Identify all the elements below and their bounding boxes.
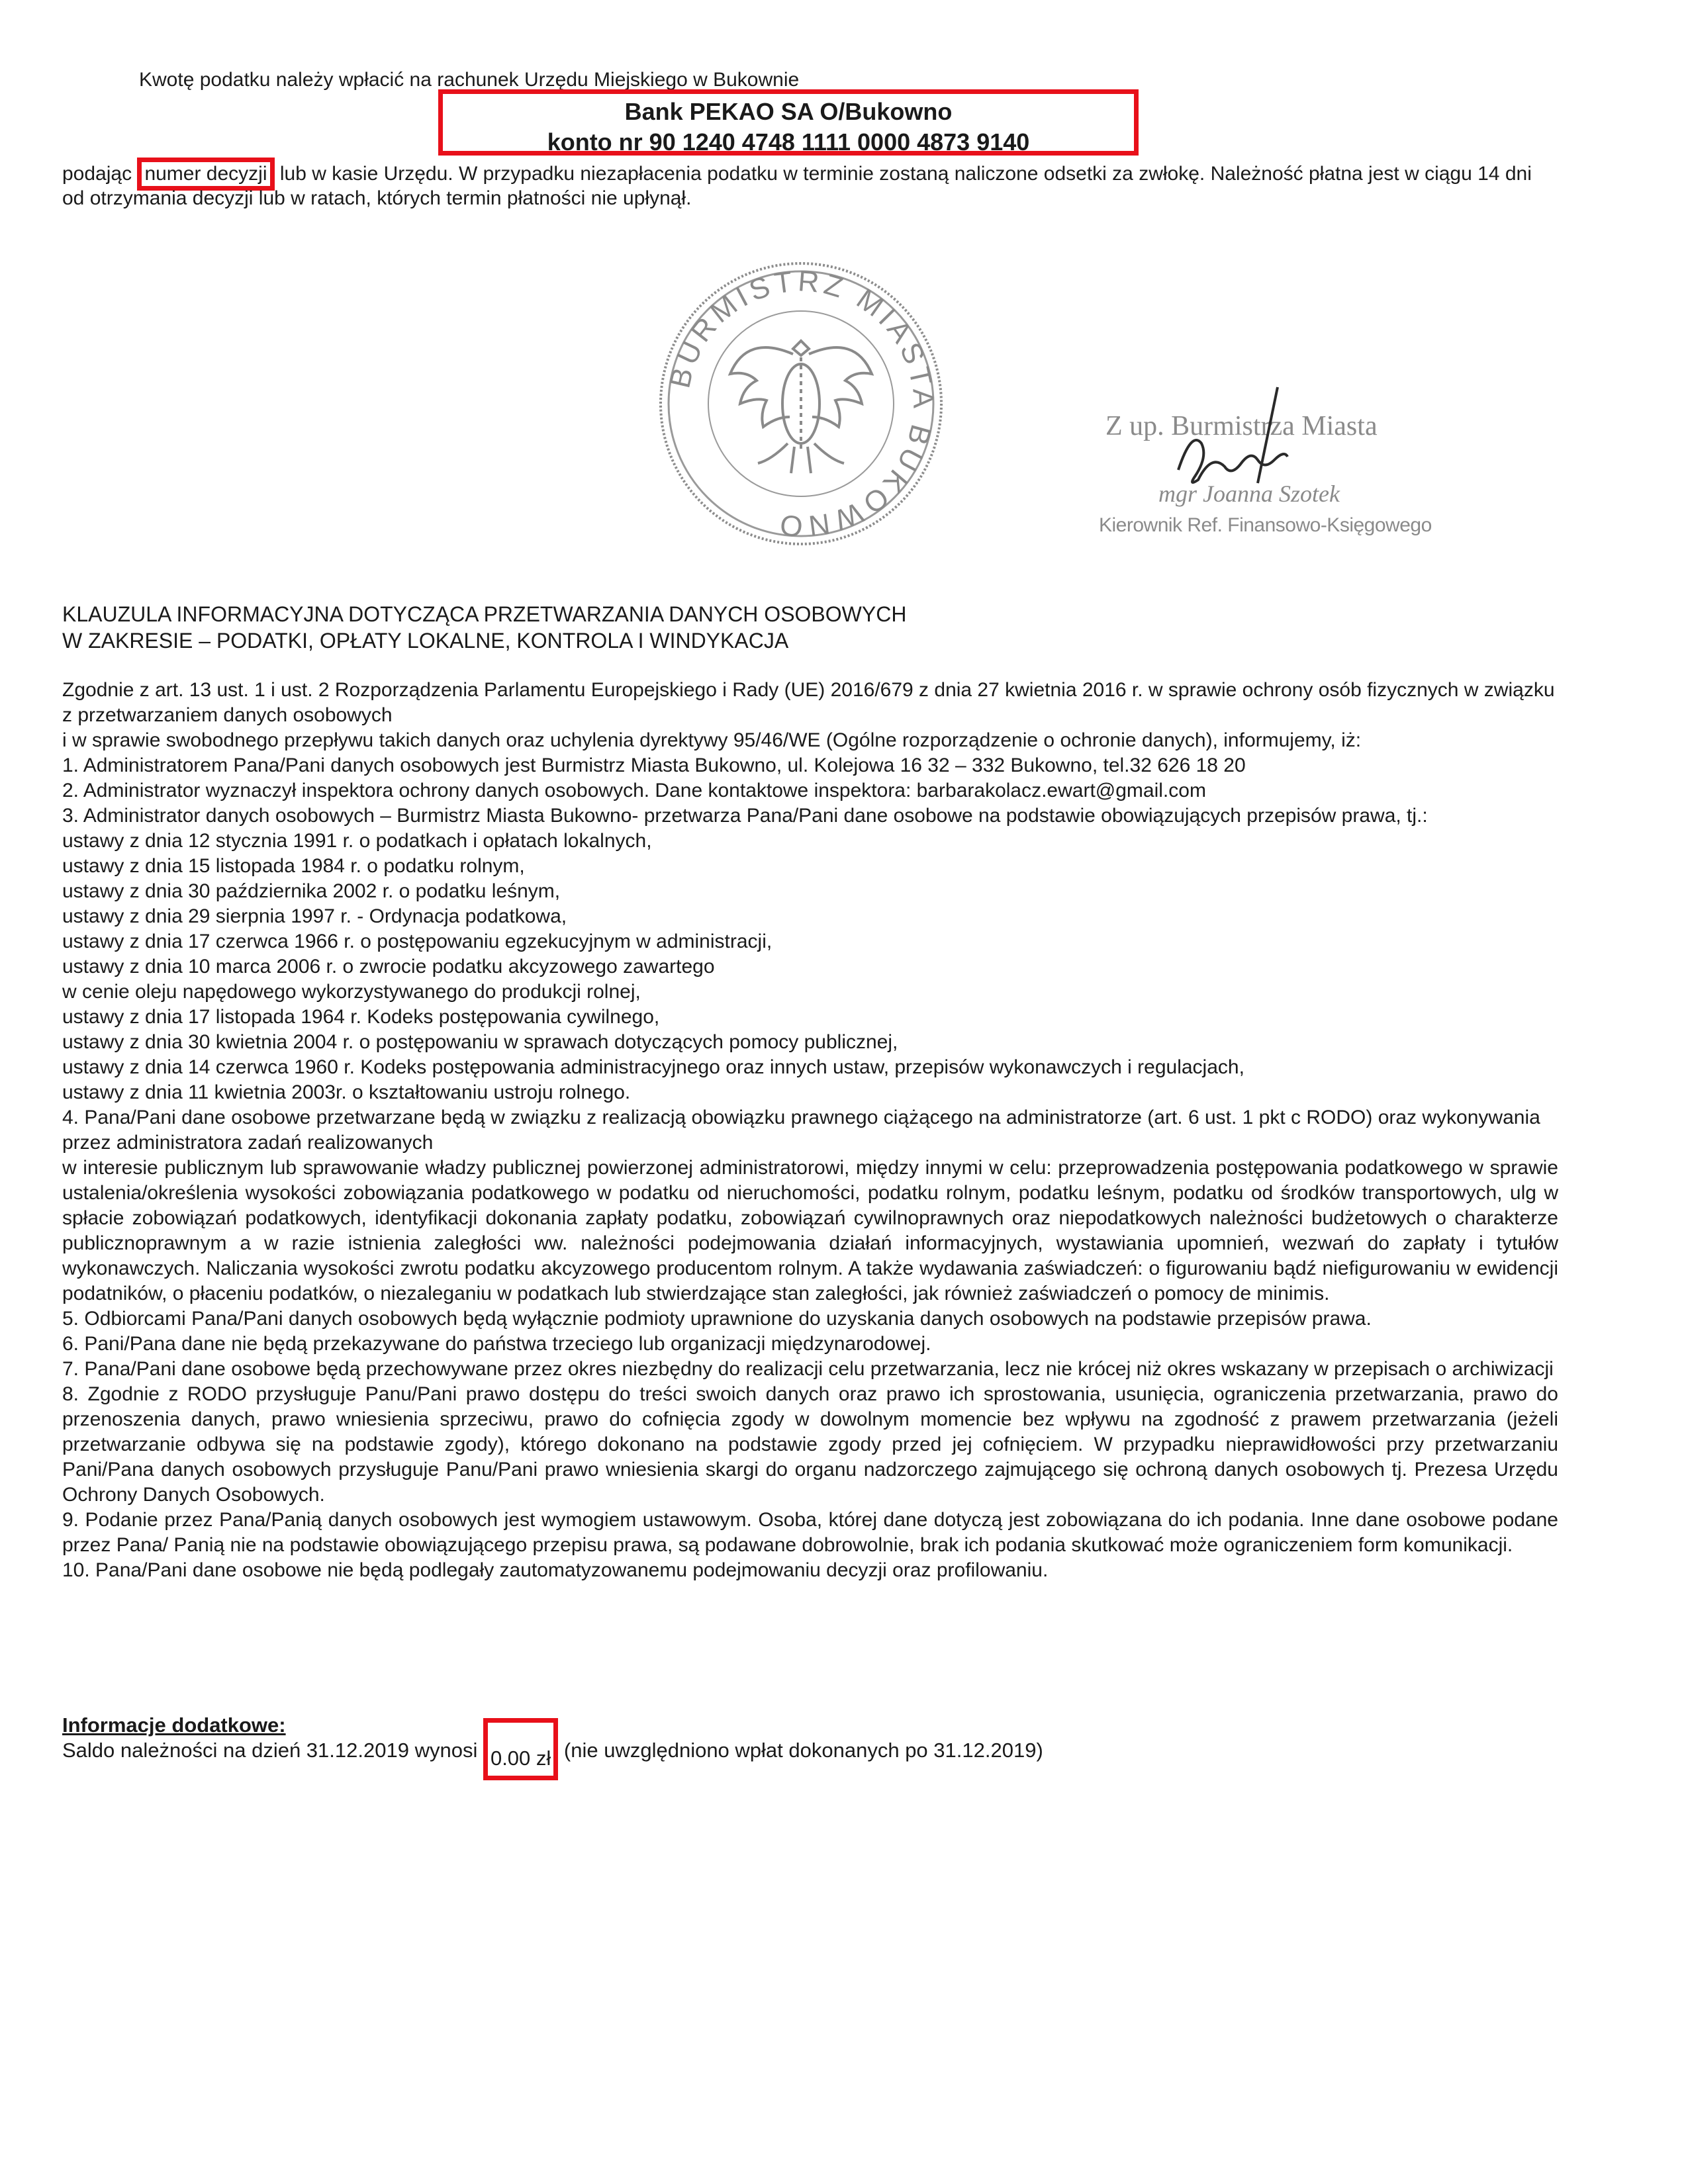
eagle-emblem-icon (730, 341, 872, 473)
balance-post: (nie uwzględniono wpłat dokonanych po 31.12.2019) (558, 1739, 1043, 1762)
balance-pre: Saldo należności na dzień 31.12.2019 wynosi (62, 1739, 483, 1762)
law-item: w cenie oleju napędowego wykorzystywanego do produkcji rolnej, (62, 981, 641, 1003)
clause-point-7: 7. Pana/Pani dane osobowe będą przechowywane przez okres niezbędny do realizacji celu przetwarzania, lecz nie krócej niż okres wskazany w przepisach o archiwizacji (62, 1358, 1554, 1380)
law-item: ustawy z dnia 14 czerwca 1960 r. Kodeks postępowania administracyjnego oraz innych ustaw, przepisów wykonawczych i regulacjach, (62, 1056, 1244, 1078)
law-item: ustawy z dnia 10 marca 2006 r. o zwrocie podatku akcyzowego zawartego (62, 956, 715, 978)
law-item: ustawy z dnia 30 października 2002 r. o podatku leśnym, (62, 880, 561, 902)
law-item: ustawy z dnia 17 listopada 1964 r. Kodeks postępowania cywilnego, (62, 1006, 660, 1028)
payment-intro: Kwotę podatku należy wpłacić na rachunek Urzędu Miejskiego w Bukownie (139, 69, 800, 91)
payment-instructions (62, 161, 1552, 210)
decision-number-highlight: numer decyzji (137, 158, 274, 191)
clause-title-line-2: W ZAKRESIE – PODATKI, OPŁATY LOKALNE, KONTROLA I WINDYKACJA (62, 629, 789, 653)
clause-point-2: 2. Administrator wyznaczył inspektora ochrony danych osobowych. Dane kontaktowe inspektora: barbarakolacz.ewart@gmail.com (62, 780, 1206, 801)
clause-point-10: 10. Pana/Pani dane osobowe nie będą podlegały zautomatyzowanemu podejmowaniu decyzji oraz profilowaniu. (62, 1559, 1049, 1581)
handwritten-signature (1158, 384, 1357, 523)
clause-point-5: 5. Odbiorcami Pana/Pani danych osobowych będą wyłącznie podmioty uprawnione do uzyskania danych osobowych na podstawie przepisów prawa. (62, 1308, 1372, 1330)
payment-pre: podając (62, 163, 138, 185)
law-item: ustawy z dnia 11 kwietnia 2003r. o kształtowaniu ustroju rolnego. (62, 1081, 631, 1103)
bank-account-box (438, 89, 1139, 156)
information-clause-heading (62, 601, 906, 654)
law-item: ustawy z dnia 12 stycznia 1991 r. o podatkach i opłatach lokalnych, (62, 830, 652, 852)
clause-point-1: 1. Administratorem Pana/Pani danych osobowych jest Burmistrz Miasta Bukowno, ul. Kolejowa 16 32 – 332 Bukowno, tel.32 626 18 20 (62, 754, 1246, 776)
clause-point-8: 8. Zgodnie z RODO przysługuje Panu/Pani prawo dostępu do treści swoich danych oraz prawo ich sprostowania, usunięcia, ograniczenia przetwarzania, prawo do przenoszenia danych, prawo wniesienia sprzeciwu, prawo do cofnięcia zgody w dowolnym momencie bez wpływu na zgodność z prawem przetwarzania (jeżeli przetwarzanie odbywa się na podstawie zgody), którego dokonano na podstawie zgody przed jej cofnięciem. W przypadku nieprawidłowości przy przetwarzaniu Pani/Pana danych osobowych przysługuje Panu/Pani prawo wniesienia skargi do organu nadzorczego zajmującego się ochroną danych osobowych tj. Prezesa Urzędu Ochrony Danych Osobowych. (62, 1383, 1558, 1506)
signatory-title: Kierownik Ref. Finansowo-Księgowego (1099, 514, 1432, 536)
clause-title-line-1: KLAUZULA INFORMACYJNA DOTYCZĄCA PRZETWARZANIA DANYCH OSOBOWYCH (62, 602, 907, 626)
law-item: ustawy z dnia 15 listopada 1984 r. o podatku rolnym, (62, 855, 525, 877)
information-clause-body (62, 678, 1558, 1583)
law-item: ustawy z dnia 30 kwietnia 2004 r. o postępowaniu w sprawach dotyczących pomocy publicznej, (62, 1031, 898, 1053)
clause-intro-cont: i w sprawie swobodnego przepływu takich danych oraz uchylenia dyrektywy 95/46/WE (Ogólne rozporządzenie o ochronie danych), informujemy, iż: (62, 729, 1362, 751)
signatory-name: mgr Joanna Szotek (1158, 480, 1340, 507)
clause-intro: Zgodnie z art. 13 ust. 1 i ust. 2 Rozporządzenia Parlamentu Europejskiego i Rady (UE) 2016/679 z dnia 27 kwietnia 2016 r. w sprawie ochrony osób fizycznych w związku z przetwarzaniem danych osobowych (62, 679, 1555, 726)
bank-account-number: konto nr 90 1240 4748 1111 0000 4873 9140 (547, 128, 1030, 156)
bank-name: Bank PEKAO SA O/Bukowno (624, 98, 953, 125)
additional-info-title: Informacje dodatkowe: (62, 1713, 286, 1737)
law-item: ustawy z dnia 17 czerwca 1966 r. o postępowaniu egzekucyjnym w administracji, (62, 931, 773, 952)
additional-information (62, 1713, 1043, 1780)
clause-point-6: 6. Pani/Pana dane nie będą przekazywane do państwa trzeciego lub organizacji międzynarodowej. (62, 1333, 931, 1355)
balance-amount-highlight: 0.00 zł (483, 1718, 558, 1780)
signature-block (1099, 390, 1470, 563)
law-item: ustawy z dnia 29 sierpnia 1997 r. - Ordynacja podatkowa, (62, 905, 567, 927)
balance-line (62, 1738, 1043, 1780)
payment-post: lub w kasie Urzędu. W przypadku niezapłacenia podatku w terminie zostaną naliczone odsetki za zwłokę. Należność płatna jest w ciągu 14 dni od otrzymania decyzji lub w ratach, których termin płatności nie upłynął. (62, 163, 1532, 209)
clause-point-9: 9. Podanie przez Pana/Panią danych osobowych jest wymogiem ustawowym. Osoba, której dane dotyczą jest zobowiązana do ich podania. Inne dane osobowe podane przez Pana/ Panią nie na podstawie obowiązującego przepisu prawa, są podawane dobrowolnie, brak ich podania skutkować może ograniczeniem form komunikacji. (62, 1509, 1558, 1556)
signature-on-behalf: Z up. Burmistrza Miasta (1105, 411, 1378, 441)
official-stamp (655, 258, 947, 549)
stamp-text: BURMISTRZ MIASTA BUKOWNO (663, 265, 940, 543)
clause-point-4b: w interesie publicznym lub sprawowanie władzy publicznej powierzonej administratorowi, między innymi w celu: przeprowadzenia postępowania podatkowego w sprawie ustalenia/określenia wysokości zobowiązania podatkowego w podatku od nieruchomości, podatku rolnym, podatku leśnym, podatku od środków transportowych, ulg w spłacie zobowiązań podatkowych, identyfikacji dokonania zapłaty podatku, zobowiązań cywilnoprawnych oraz niepodatkowych należności budżetowych o charakterze publicznoprawnym a w razie istnienia zaległości ww. należności podejmowania działań informacyjnych, wystawiania upomnień, wezwań do zapłaty i tytułów wykonawczych. Naliczania wysokości zwrotu podatku akcyzowego producentom rolnym. A także wydawania zaświadczeń: o figurowaniu bądź niefigurowaniu w ewidencji podatników, o płaceniu podatków, o niezaleganiu w podatkach lub stwierdzające stan zaległości, jak również zaświadczeń o pomocy de minimis. (62, 1157, 1558, 1304)
clause-point-4a: 4. Pana/Pani dane osobowe przetwarzane będą w związku z realizacją obowiązku prawnego ciążącego na administratorze (art. 6 ust. 1 pkt c RODO) oraz wykonywania przez administratora zadań realizowanych (62, 1107, 1540, 1154)
clause-point-3: 3. Administrator danych osobowych – Burmistrz Miasta Bukowno- przetwarza Pana/Pani dane osobowe na podstawie obowiązujących przepisów prawa, tj.: (62, 805, 1428, 827)
